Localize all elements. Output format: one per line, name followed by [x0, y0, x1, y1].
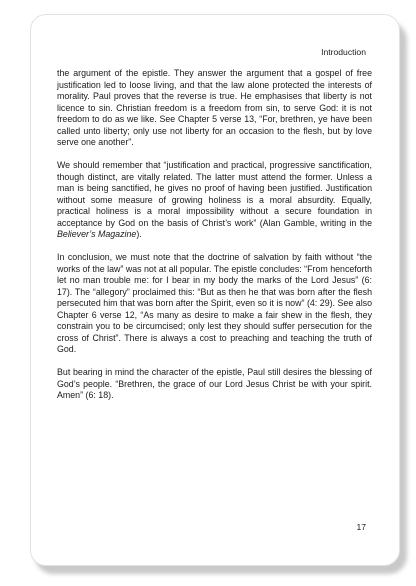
book-page [30, 14, 400, 566]
running-head: Introduction [321, 47, 366, 57]
paragraph-3: In conclusion, we must note that the doctrine of salvation by faith without “the works of the law” was not at all popular. The epistle concludes: “From henceforth let no man trouble me: for I bear in my body the marks of the Lord Jesus” (6: 17). The “allegory” proclaimed this: “But as then he that was born after the flesh persecuted him that was born after the Spirit, even so it is now” (4: 29). See also Chapter 6 verse 12, “As many as desire to make a fair shew in the flesh, they constrain you to be circumcised; only lest they should suffer persecution for the cross of Christ”. There is always a cost to preaching and teaching the truth of God. [57, 252, 372, 354]
paragraph-4: But bearing in mind the character of the epistle, Paul still desires the blessing of God’s people. “Brethren, the grace of our Lord Jesus Christ be with your spirit. Amen” (6: 18). [57, 367, 372, 400]
paragraph-2-text: We should remember that “justification and practical, progressive sanctification, though distinct, are vitally related. The latter must attend the former. Unless a man is being sanctified, he gives no proof of having been justified. Justification without some measure of growing holiness is a moral absurdity. Equally, practical holiness is a moral impossibility without a secure foundation in acceptance by God on the basis of Christ’s work” (Alan Gamble, writing in the [57, 160, 372, 228]
paragraph-2-end: ). [136, 229, 142, 239]
magazine-title: Believer’s Magazine [57, 229, 137, 239]
paragraph-2 [57, 160, 372, 241]
body-text [57, 68, 372, 413]
page-number: 17 [356, 522, 366, 532]
paragraph-1: the argument of the epistle. They answer the argument that a gospel of free justification led to loose living, and that the law alone protected the interests of morality. Paul proves that the reverse is true. He emphasises that liberty is not licence to sin. Christian freedom is a freedom from sin, to serve God: it is not freedom to do as we like. See Chapter 5 verse 13, “For, brethren, ye have been called unto liberty; only use not liberty for an occasion to the flesh, but by love serve one another”. [57, 68, 372, 147]
